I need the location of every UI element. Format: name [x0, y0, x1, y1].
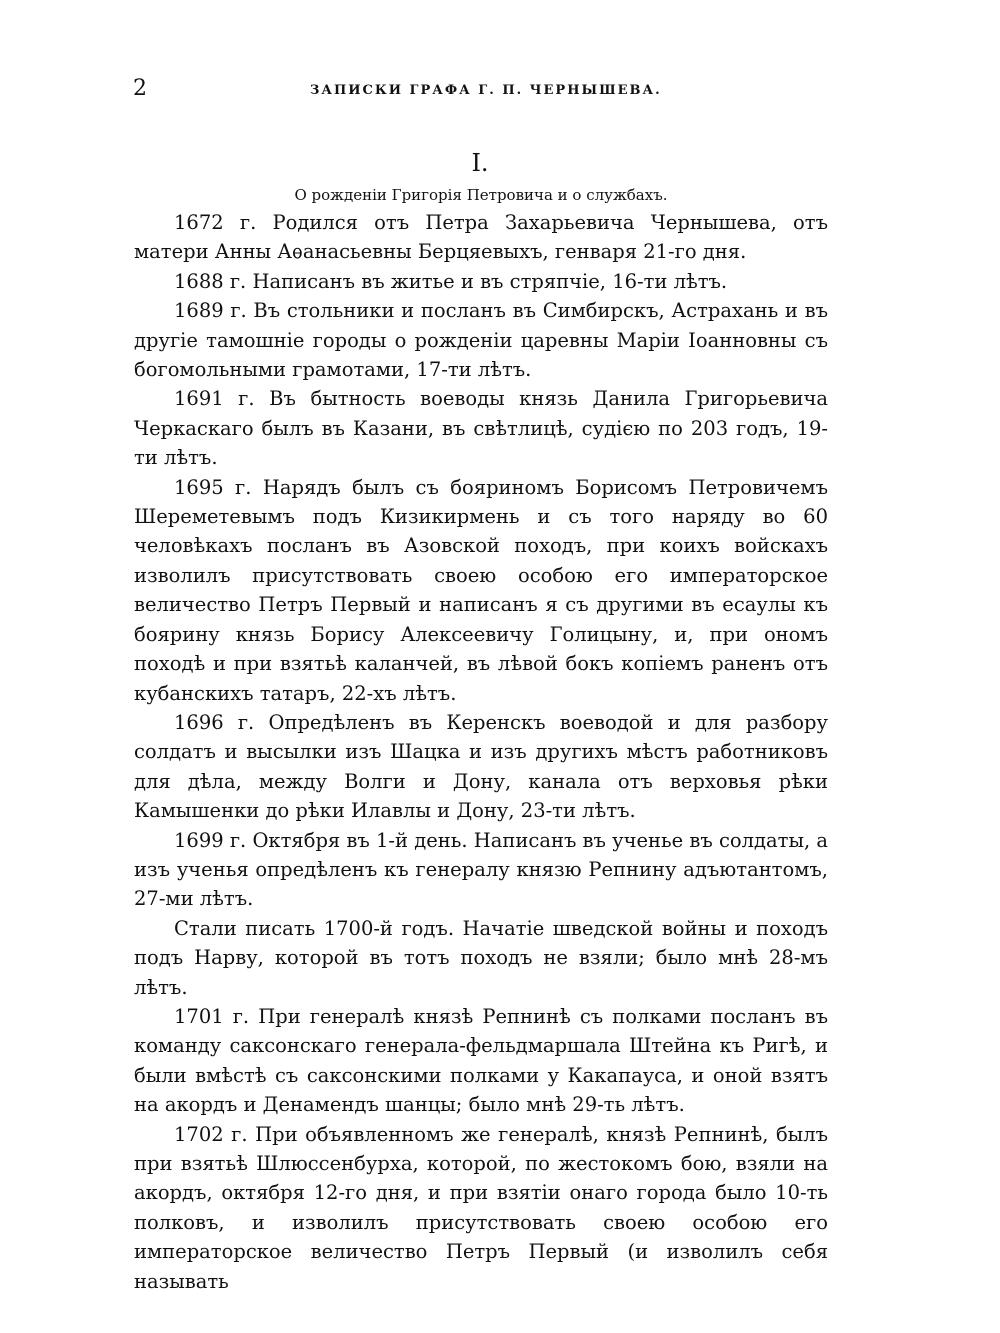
- paragraph-1695: 1695 г. Нарядъ былъ съ бояриномъ Борисомъ Петровичемъ Шереметевымъ подъ Кизикирмень и съ того наряду во 60 человѣкахъ посланъ въ Азовской походъ, при коихъ войскахъ изволилъ присутствовать своею особою его императорское величество Петръ Первый и написанъ я съ другими въ есаулы къ боярину князь Борису Алексеевичу Голицыну, и, при ономъ походѣ и при взятьѣ каланчей, въ лѣвой бокъ копіемъ раненъ отъ кубанскихъ татаръ, 22-хъ лѣтъ.: [134, 475, 828, 705]
- section-numeral-text: I.: [471, 149, 489, 177]
- running-title: ЗАПИСКИ ГРАФА Г. П. ЧЕРНЫШЕВА.: [310, 83, 662, 98]
- paragraph-1696: 1696 г. Опредѣленъ въ Керенскъ воеводой и для разбору солдатъ и высылки изъ Шацка и изъ другихъ мѣстъ работниковъ для дѣла, между Волги и Дону, канала отъ верховья рѣки Камышенки до рѣки Илавлы и Дону, 23-ти лѣтъ.: [134, 710, 828, 823]
- paragraph-1699: 1699 г. Октября въ 1-й день. Написанъ въ ученье въ солдаты, а изъ ученья опредѣленъ къ генералу князю Репнину адъютантомъ, 27-ми лѣтъ.: [134, 828, 828, 911]
- paragraph-1688: 1688 г. Написанъ въ житье и въ стряпчіе, 16-ти лѣтъ.: [174, 269, 728, 293]
- section-numeral: [0, 150, 1000, 176]
- paragraph-1689: 1689 г. Въ стольники и посланъ въ Симбирскъ, Астрахань и въ другіе тамошніе городы о рожденіи царевны Маріи Іоанновны съ богомольными грамотами, 17-ти лѣтъ.: [134, 299, 828, 382]
- paragraph-1691: 1691 г. Въ бытность воеводы князь Данила Григорьевича Черкаскаго былъ въ Казани, въ свѣтлицѣ, судією по 203 годъ, 19-ти лѣтъ.: [134, 387, 828, 470]
- paragraph-1700: Стали писать 1700-й годъ. Начатіе шведской войны и походъ подъ Нарву, которой въ тотъ походъ не взяли; было мнѣ 28-мъ лѣтъ.: [134, 916, 828, 999]
- section-title: О рожденіи Григорія Петровича и о службахъ.: [294, 186, 668, 204]
- paragraph-1701: 1701 г. При генералѣ князѣ Репнинѣ съ полками посланъ въ команду саксонскаго генерала-фельдмаршала Штейна къ Ригѣ, и были вмѣстѣ съ саксонскими полками у Какапауса, и оной взятъ на акордъ и Денамендъ шанцы; было мнѣ 29-ть лѣтъ.: [134, 1004, 828, 1117]
- paragraph-1672: 1672 г. Родился отъ Петра Захарьевича Чернышева, отъ матери Анны Аѳанасьевны Берцяевыхъ, генваря 21-го дня.: [134, 211, 828, 264]
- paragraph-1702: 1702 г. При объявленномъ же генералѣ, князѣ Репнинѣ, былъ при взятьѣ Шлюссенбурха, которой, по жестокомъ бою, взяли на акордъ, октября 12-го дня, и при взятіи онаго города было 10-ть полковъ, и изволилъ присутствовать своею особою его императорское величество Петръ Первый (и изволилъ себя называть: [134, 1122, 828, 1293]
- page-number: 2: [133, 76, 147, 101]
- body-text: [134, 208, 828, 1296]
